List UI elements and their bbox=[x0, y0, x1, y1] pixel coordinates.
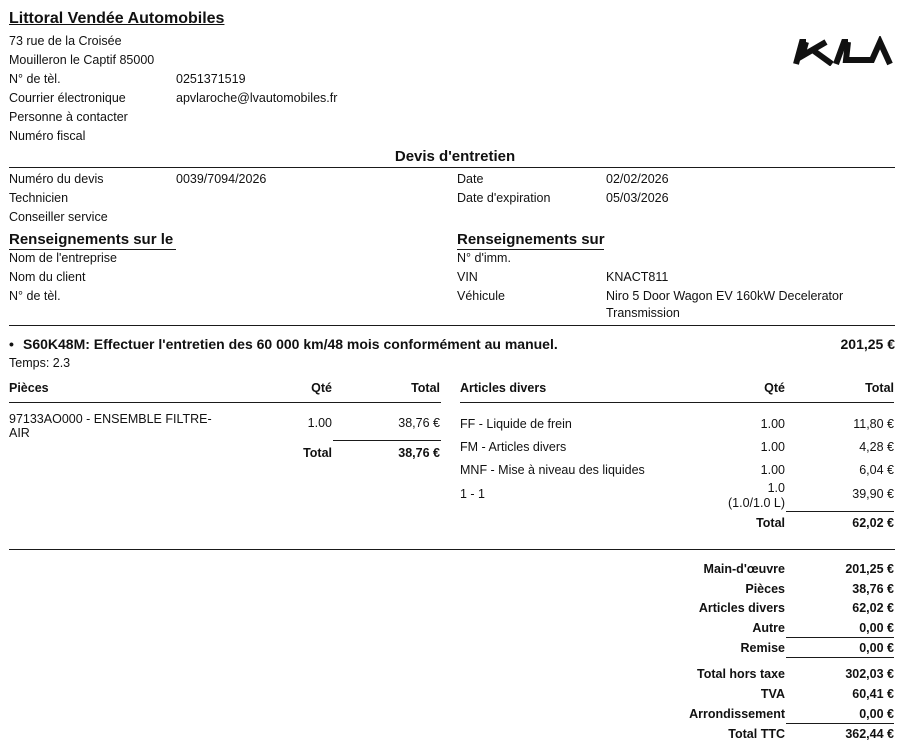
summary-value-other: 0,00 € bbox=[859, 621, 894, 635]
summary-value-rounding: 0,00 € bbox=[859, 707, 894, 721]
misc-row-total: 11,80 € bbox=[853, 417, 894, 431]
summary-divider bbox=[9, 549, 895, 550]
parts-row-desc-line1: 97133AO000 - ENSEMBLE FILTRE- bbox=[9, 412, 212, 426]
summary-other-underline bbox=[786, 637, 894, 638]
dealer-address-line1: 73 rue de la Croisée bbox=[9, 34, 122, 48]
client-heading-underline bbox=[9, 249, 176, 250]
misc-row-name: FF - Liquide de frein bbox=[460, 417, 572, 431]
dealer-contact-label: Personne à contacter bbox=[9, 110, 128, 124]
job-amount: 201,25 € bbox=[840, 336, 895, 352]
job-time: Temps: 2.3 bbox=[9, 356, 71, 370]
vehicle-label: Véhicule bbox=[457, 289, 505, 303]
misc-total-value: 62,02 € bbox=[852, 516, 894, 530]
quote-number-label: Numéro du devis bbox=[9, 172, 104, 186]
summary-value-grand-total: 362,44 € bbox=[845, 727, 894, 741]
summary-label-other: Autre bbox=[752, 621, 785, 635]
technician-label: Technicien bbox=[9, 191, 69, 205]
parts-total-label: Total bbox=[303, 446, 332, 460]
dealer-email[interactable]: apvlaroche@lvautomobiles.fr bbox=[176, 91, 338, 105]
summary-rounding-underline bbox=[786, 723, 894, 724]
client-info-heading: Renseignements sur le bbox=[9, 231, 174, 248]
parts-total-divider bbox=[333, 440, 441, 441]
summary-label-grand-total: Total TTC bbox=[728, 727, 785, 741]
service-advisor-label: Conseiller service bbox=[9, 210, 108, 224]
misc-row-qty: 1.00 bbox=[760, 417, 785, 431]
summary-label-rounding: Arrondissement bbox=[689, 707, 785, 721]
summary-value-parts: 38,76 € bbox=[852, 582, 894, 596]
kia-logo-icon bbox=[792, 36, 894, 66]
dealer-address-line2: Mouilleron le Captif 85000 bbox=[9, 53, 155, 67]
summary-value-labour: 201,25 € bbox=[845, 562, 894, 576]
summary-value-subtotal: 302,03 € bbox=[845, 667, 894, 681]
quote-number: 0039/7094/2026 bbox=[176, 172, 267, 186]
dealer-phone-label: N° de tèl. bbox=[9, 72, 61, 86]
misc-header-name: Articles divers bbox=[460, 381, 547, 395]
vehicle-model-line1: Niro 5 Door Wagon EV 160kW Decelerator bbox=[606, 289, 844, 303]
misc-total-divider bbox=[786, 511, 894, 512]
misc-row-name: 1 - 1 bbox=[460, 487, 486, 501]
quote-date: 02/02/2026 bbox=[606, 172, 669, 186]
registration-label: N° d'imm. bbox=[457, 251, 511, 265]
quote-date-label: Date bbox=[457, 172, 484, 186]
parts-row-qty: 1.00 bbox=[307, 416, 332, 430]
summary-label-vat: TVA bbox=[760, 687, 785, 701]
summary-value-discount: 0,00 € bbox=[859, 641, 894, 655]
misc-header-total: Total bbox=[865, 381, 894, 395]
misc-row-total: 39,90 € bbox=[852, 487, 894, 501]
misc-row-qty: 1.00 bbox=[760, 463, 785, 477]
summary-discount-underline bbox=[786, 657, 894, 658]
summary-label-labour: Main-d'œuvre bbox=[703, 562, 785, 576]
summary-value-misc: 62,02 € bbox=[852, 601, 894, 615]
job-bullet: • bbox=[9, 336, 14, 352]
parts-total-value: 38,76 € bbox=[398, 446, 440, 460]
summary-label-subtotal: Total hors taxe bbox=[697, 667, 785, 681]
dealer-tax-label: Numéro fiscal bbox=[9, 129, 86, 143]
misc-total-label: Total bbox=[756, 516, 785, 530]
vehicle-model-line2: Transmission bbox=[606, 306, 680, 320]
parts-header-qty: Qté bbox=[311, 381, 332, 395]
misc-header-divider bbox=[460, 402, 894, 403]
section-divider bbox=[9, 325, 895, 326]
expiry-date-label: Date d'expiration bbox=[457, 191, 551, 205]
vin-value: KNACT811 bbox=[606, 270, 669, 284]
title-divider bbox=[9, 167, 895, 168]
parts-row-total: 38,76 € bbox=[398, 416, 440, 430]
client-name-label: Nom du client bbox=[9, 270, 86, 284]
parts-header-total: Total bbox=[411, 381, 440, 395]
misc-row-name: FM - Articles divers bbox=[460, 440, 567, 454]
misc-row-qty-detail: (1.0/1.0 L) bbox=[728, 496, 785, 510]
summary-value-vat: 60,41 € bbox=[852, 687, 894, 701]
summary-label-discount: Remise bbox=[740, 641, 785, 655]
job-title: S60K48M: Effectuer l'entretien des 60 000 km/48 mois conformément au manuel. bbox=[23, 336, 558, 352]
summary-label-parts: Pièces bbox=[745, 582, 785, 596]
vehicle-info-heading: Renseignements sur bbox=[457, 231, 605, 248]
document-title: Devis d'entretien bbox=[394, 148, 516, 165]
misc-row-qty: 1.00 bbox=[760, 440, 785, 454]
dealer-name: Littoral Vendée Automobiles bbox=[9, 10, 225, 27]
summary-label-misc: Articles divers bbox=[698, 601, 785, 615]
client-phone-label: N° de tèl. bbox=[9, 289, 61, 303]
dealer-email-label: Courrier électronique bbox=[9, 91, 126, 105]
vehicle-heading-underline bbox=[457, 249, 604, 250]
vin-label: VIN bbox=[457, 270, 478, 284]
misc-row-total: 6,04 € bbox=[859, 463, 894, 477]
misc-row-qty: 1.0 bbox=[767, 481, 785, 495]
misc-row-total: 4,28 € bbox=[859, 440, 894, 454]
misc-row-name: MNF - Mise à niveau des liquides bbox=[460, 463, 645, 477]
company-name-label: Nom de l'entreprise bbox=[9, 251, 117, 265]
parts-header-divider bbox=[9, 402, 441, 403]
parts-row-desc-line2: AIR bbox=[9, 426, 30, 440]
expiry-date: 05/03/2026 bbox=[606, 191, 669, 205]
misc-header-qty: Qté bbox=[764, 381, 785, 395]
parts-header-name: Pièces bbox=[9, 381, 49, 395]
dealer-phone: 0251371519 bbox=[176, 72, 246, 86]
